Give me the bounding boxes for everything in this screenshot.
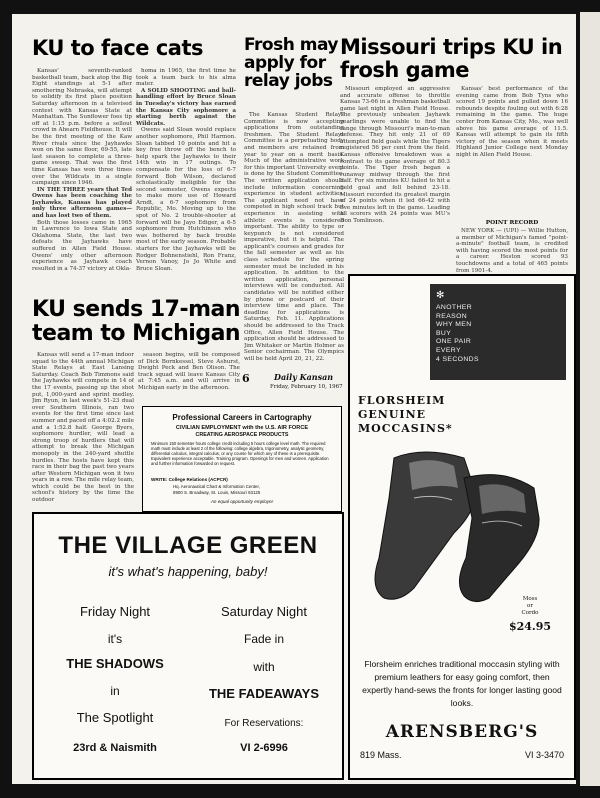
saturday-label: Saturday Night xyxy=(221,604,307,619)
saturday-band: THE FADEAWAYS xyxy=(208,686,320,701)
story-paragraph: Owens said Sloan would replace another sophomore, Phil Harmon. Sloan tabbed 10 points and hit a key free throw off the bench to help spark the Jayhawks to their 14th win in 17 outings. To compensate for the loss of 6-7 forward Bob Wilson, declared scholastically ineligible for the second semester, Owens expects to make more use of Howard Arndt, a 6-7 sophomore from Republic, Mo. Moving up to the spot of No. 2 trouble-shooter at forward will be Jayo Ediger, a 6-5 sophomore from Hutchinson who was bothered by back trouble most of the early season. Probable starters for the Jayhawks will be Rodger Bohnenstiehl, Ron Franz, Vernon Vanoy, Jo Jo White and Bruce Sloan. xyxy=(136,127,236,272)
reservations-label: For Reservations: xyxy=(224,718,304,729)
saturday-fade-in: Fade in xyxy=(243,632,285,646)
relays-headline: Frosh may apply for relay jobs xyxy=(244,35,338,91)
reason-line: REASON xyxy=(436,312,468,320)
color-option-or: or xyxy=(527,603,533,609)
village-green-tagline: it's what's happening, baby! xyxy=(108,564,268,579)
page-folio xyxy=(242,372,342,398)
story-paragraph: Missouri employed an aggressive and accurate offense to throttle Kansas 73-66 in a freshman basketball game last night in Allen Field House. The previously unbeaten Jayhawk yearlings were unable to find the range through Missouri's man-to-man defense. They hit only 21 of 69 attempted field goals while the Tigers registered 56 per cent from the field. Kansas offensive breakdown was a contrast to its game average of 80.3 points. The Tiger frosh began a runaway midway through the first half. For six minutes KU failed to hit a field goal and fell behind 23-18. Missouri recorded its greatest margin of 24 points when it led 66-42 with five minutes left in the game. Leading all scorers with 24 points was MU's Don Tomlinson. xyxy=(340,86,450,224)
kansas-state-story-continued xyxy=(136,68,236,293)
village-phone: VI 2-6996 xyxy=(240,742,288,754)
reason-line: WHY MEN xyxy=(436,321,472,329)
florsheim-brand: FLORSHEIM xyxy=(358,394,446,407)
cartography-line-1: CIVILIAN EMPLOYMENT with the U.S. AIR FORCE xyxy=(175,425,309,431)
store-phone: VI 3-3470 xyxy=(524,750,564,760)
point-record-story xyxy=(456,228,568,274)
village-address: 23rd & Naismith xyxy=(73,742,157,754)
missouri-headline: Missouri trips KU in frosh game xyxy=(340,35,563,82)
reason-line: BUY xyxy=(436,329,452,337)
equal-opportunity-note: An equal opportunity employer xyxy=(210,499,274,504)
color-option-1: Moss xyxy=(522,596,538,602)
cartography-ad xyxy=(142,406,342,512)
relays-story xyxy=(244,112,344,374)
saturday-with: with xyxy=(253,660,275,674)
paper-name: Daily Kansan xyxy=(274,372,334,382)
page-number: 6 xyxy=(242,372,250,385)
story-paragraph: Kansas' best performance of the evening came from Bob Tyns who scored 19 points and pulled down 16 rebounds despite fouling out with 6:28 remaining in the game. The huge center from Kansas City, Mo., was well above his game average of 11.5. Kansas will attempt to gain its fifth victory of the season when it meets Highland Junior College next Monday night in Allen Field House. xyxy=(456,86,568,158)
moccasin-shoes-illustration xyxy=(354,438,554,608)
village-green-title: THE VILLAGE GREEN xyxy=(58,532,318,559)
missouri-story xyxy=(340,86,450,276)
cartography-line-2: CREATING AEROSPACE PRODUCTS xyxy=(195,432,289,438)
florsheim-ad xyxy=(348,274,576,780)
reason-line: EVERY xyxy=(436,346,461,354)
store-name: ARENSBERG'S xyxy=(385,722,539,742)
story-subhead: IN THE THREE years that Ted Owens has been coaching the Jayhawks, Kansas has played only three afternoon games—and has lost two of them. xyxy=(32,186,132,220)
reason-line: ONE PAIR xyxy=(436,338,472,346)
cartography-address-1: Hq. Aeronautical Chart & Information Center, xyxy=(173,484,260,489)
michigan-story-continued xyxy=(138,352,240,402)
newspaper-page xyxy=(12,14,576,784)
friday-band: THE SHADOWS xyxy=(66,656,164,671)
story-paragraph: Both those losses came in 1965 in Lawrence to Iowa State and Oklahoma State, the last two defeats the Jayhawks have suffered in Allen Field House. Owens' only other afternoon experience as Jayhawk coach resulted in a 74-37 victory at Okla- xyxy=(32,219,132,272)
cartography-requirements: Minimum 150 semester hours college credit including 5 hours college level math. The required math must include at least 2 of the following: college algebra, trigonometry, analytic geometry, differential calculus, integral calculus, or any course for which any of these is a prerequisite. Equivalent experience acceptable. Training program. Openings for men and women. Application and further information forwarded on request. xyxy=(151,441,329,466)
reason-panel xyxy=(430,284,566,380)
florsheim-moccasins: MOCCASINS* xyxy=(358,422,453,435)
michigan-headline: KU sends 17-man team to Michigan xyxy=(32,297,241,346)
story-paragraph: Kansas will send a 17-man indoor squad to the 44th annual Michigan State Relays at East Lansing Saturday. Coach Bob Timmons said the Jayhawks will compete in 14 of the 17 events, passing up the shot put, 1,000-yard and sprint medley. Jim Ryun, in last week's 51-23 dual over Southern Illinois, ran two events for the first time since last summer and paced off a 4:02.2 mile and a 1:52.8 half. George Byers, sophomore hurdler, will lead a strong troop of hurdlers that will attempt to break the Michigan monopoly in the 240-yard shuttle hurdles. The hosts have kept this race in their bag the past two years after Western Michigan won it two years in a row. The mile relay team, which could be the best in the school's history by the time the outdoor xyxy=(32,352,134,504)
michigan-story xyxy=(32,352,134,512)
friday-its: it's xyxy=(107,632,123,646)
story-paragraph: homa in 1965, the first time he took a team back to his alma mater. xyxy=(136,68,236,88)
story-paragraph: The Kansas Student Relays Committee is now accepting applications from outstanding freshmen. The Student Relays Committee is a perpetuating body and members are retained from year to year on a merit basis. Much of the administrative work for this important University event is done by the Student Committee. The written application should include information concerning experience in student activities. The applicant need not have competed in high school track but experience in assisting with athletic events is considered important. The ability to type or keypunch is not considered imperative, but it is helpful. The applicant's courses and grades for the fall semester as well as his class schedule for the spring semester must be included in his application. In addition to the written application, personal interviews will be conducted. All candidates will be notified either by phone or postcard of their interview time and place. The deadline for applications is Saturday, Feb. 11. Applications should be addressed to the Track Office, Allen Field House. The application should be addressed to Jim Whitaker or Martin Holmer as Senior cochairman. The Olympics will be held April 20, 21, 22. xyxy=(244,112,344,362)
color-option-2: Cordo xyxy=(521,610,539,616)
cartography-title: Professional Careers in Cartography xyxy=(172,413,312,422)
snowflake-icon: ✻ xyxy=(436,290,445,301)
kansas-state-headline: KU to face cats xyxy=(32,36,204,60)
shoe-price: $24.95 xyxy=(508,620,552,633)
story-paragraph: Kansas' seventh-ranked basketball team, back atop the Big Eight standings at 5-1 after smothering Nebraska, will attempt to solidify its first place position Saturday afternoon in a televised contest with Kansas State at Manhattan. The Sunflower foes tip off at 1:15 p.m. before a sellout crowd in Ahearn Fieldhouse. It will be the first meeting of the Kaw River rivals since the Jayhawks won on the same floor, 69-55, late last season to complete a three-game sweep. That was the first time Kansas has won three times over the Wildcats in a single campaign since 1946. xyxy=(32,68,132,187)
village-green-ad xyxy=(32,512,344,780)
point-record-title: POINT RECORD xyxy=(485,220,539,226)
store-address: 819 Mass. xyxy=(360,750,402,760)
kansas-state-story xyxy=(32,68,132,293)
florsheim-genuine: GENUINE xyxy=(358,408,427,421)
reason-text xyxy=(436,304,546,364)
issue-date: Friday, February 10, 1967 xyxy=(270,384,343,390)
friday-label: Friday Night xyxy=(79,604,151,619)
missouri-story-continued xyxy=(456,86,568,218)
friday-venue: The Spotlight xyxy=(76,710,154,725)
florsheim-copy: Florsheim enriches traditional moccasin styling with premium leathers for easy going comfort, then expertly hand-sews the fronts for longer lasting good looks. xyxy=(362,659,562,708)
story-paragraph: NEW YORK — (UPI) — Willie Hutton, a member of Michigan's famed "point-a-minute" football team, is credited with having scored the most points for a career. Heston scored 93 touchdowns and a total of 465 points from 1901-4. xyxy=(456,228,568,274)
adjacent-page-edge xyxy=(580,12,600,786)
story-subhead: A SOLID SHOOTING and ball-handling effort by Bruce Sloan in Tuesday's victory has earned the Kansas City sophomore a starting berth against the Wildcats. xyxy=(136,87,236,127)
reason-line: 4 SECONDS xyxy=(436,355,479,363)
story-paragraph: season begins, will be composed of Dick Bornkessel, Steve Ashurst, Dwight Peck and Ben Olison. The track squad will leave Kansas City at 7:45 a.m. and will arrive in Michigan early in the afternoon. xyxy=(138,352,240,391)
friday-in: in xyxy=(110,684,120,698)
cartography-write: WRITE: College Relations (ACPCR) xyxy=(151,477,228,482)
cartography-address-2: 8900 S. Broadway, St. Louis, Missouri 63125 xyxy=(173,490,261,495)
reason-line: ANOTHER xyxy=(436,304,473,311)
